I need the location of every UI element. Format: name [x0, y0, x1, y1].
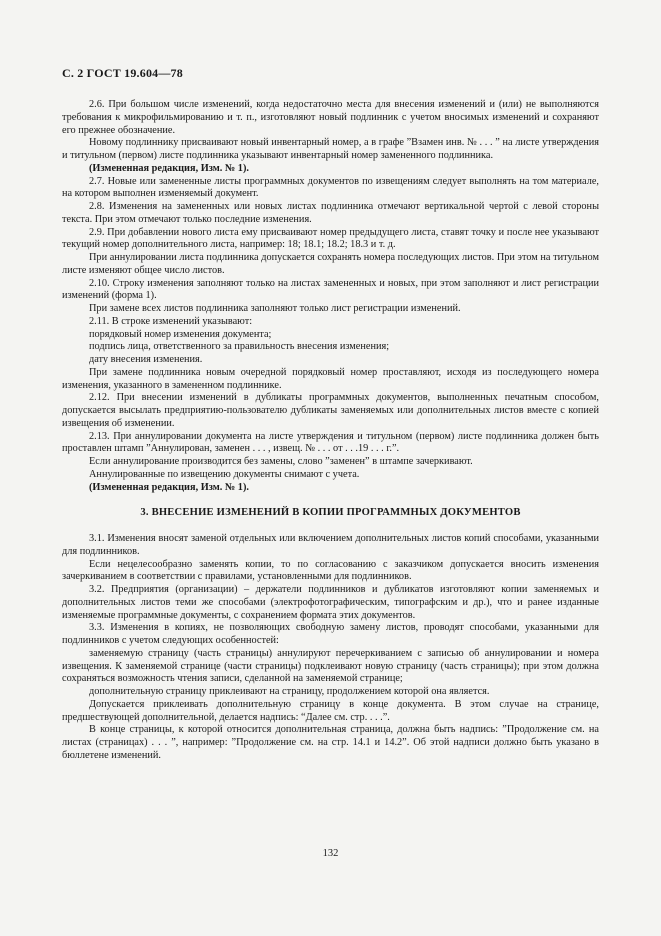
- paragraph: Если аннулирование производится без замены, слово ”заменен” в штампе зачеркивают.: [89, 456, 473, 467]
- paragraph: 2.6. При большом числе изменений, когда недостаточно места для внесения изменений и (или) не выполняются требования к микрофильмированию и т. п., изготовляют новый подлинник с учетом вносимых изменений и сохраняют его прежнее обозначение.: [62, 99, 599, 136]
- paragraph: 2.7. Новые или замененные листы программных документов по извещениям следует выполнять на том материале, на котором выполнен изменяемый документ.: [62, 175, 599, 200]
- paragraph: 3.2. Предприятия (организации) – держатели подлинников и дубликатов изготовляют копии заменяемых и дополнительных листов теми же способами (электрофотографическим, типографским и др.), что и ранее изданные изменяемые программные документы, с сохранением формата этих документов.: [62, 584, 599, 621]
- paragraph: 2.13. При аннулировании документа на листе утверждения и титульном (первом) листе подлинника должен быть проставлен штамп ”Аннулирован, заменен . . . , извещ. № . . . от . . .19 . . . г.”.: [62, 430, 599, 455]
- paragraph: 3.3. Изменения в копиях, не позволяющих свободную замену листов, проводят способами, указанными для подлинников с учетом следующих особенностей:: [62, 622, 599, 646]
- paragraph: Допускается приклеивать дополнительную страницу в конце документа. В этом случае на странице, предшествующей дополнительной, делается надпись: “Далее см. стр. . . .”.: [62, 698, 599, 723]
- paragraph: Новому подлиннику присваивают новый инвентарный номер, а в графе ”Взамен инв. № . . . ” на листе утверждения и титульном (первом) листе подлинника указывают инвентарный номер замененного подлинника.: [62, 137, 599, 161]
- paragraph: 3.1. Изменения вносят заменой отдельных или включением дополнительных листов копий способами, указанными для подлинников.: [62, 533, 599, 557]
- page-number: 132: [322, 848, 339, 859]
- paragraph: порядковый номер изменения документа;: [89, 328, 272, 340]
- paragraph: заменяемую страницу (часть страницы) аннулируют перечеркиванием с записью об аннулировании и номера извещения. К заменяемой странице (части страницы) подклеивают новую страницу (часть страницы); при этом должна сохраняться возможность чтения записи, сделанной на заменяемой странице;: [62, 647, 599, 685]
- page-header: С. 2 ГОСТ 19.604—78: [62, 66, 183, 80]
- paragraph: 2.12. При внесении изменений в дубликаты программных документов, выполненных печатным способом, допускается высылать предприятию-пользователю дубликаты заменяемых или дополнительных листов вместе с копией извещения об изменении.: [62, 392, 599, 429]
- paragraph: Если нецелесообразно заменять копии, то по согласованию с заказчиком допускается вносить изменения зачеркиванием в соответствии с правилами, установленными для подлинников.: [62, 558, 599, 583]
- paragraph: 2.11. В строке изменений указывают:: [89, 315, 253, 327]
- paragraph: При аннулировании листа подлинника допускается сохранять номера последующих листов. При этом на титульном листе изменяют общее число листов.: [62, 252, 599, 276]
- document-body: [62, 99, 599, 763]
- paragraph: Аннулированные по извещению документы снимают с учета.: [89, 468, 360, 480]
- paragraph: 2.10. Строку изменения заполняют только на листах замененных и новых, при этом заполняют и лист регистрации изменений (форма 1).: [62, 277, 599, 302]
- paragraph: При замене всех листов подлинника заполняют только лист регистрации изменений.: [89, 303, 461, 314]
- paragraph: В конце страницы, к которой относится дополнительная страница, должна быть надпись: ”Продолжение см. на листах (страницах) . . . ”, например: ”Продолжение см. на стр. 14.1 и 14.2”. Об этой надписи должно быть указано в бюллетене изменений.: [62, 724, 599, 761]
- paragraph: 2.9. При добавлении нового листа ему присваивают номер предыдущего листа, ставят точку и после нее указывают текущий номер дополнительного листа, например: 18; 18.1; 18.2; 18.3 и т. д.: [62, 226, 599, 251]
- paragraph: дату внесения изменения.: [89, 354, 203, 365]
- paragraph: дополнительную страницу приклеивают на страницу, продолжением которой она является.: [89, 686, 490, 697]
- paragraph: При замене подлинника новым очередной порядковый номер проставляют, исходя из последующего номера изменения, указанного в замененном подлиннике.: [62, 366, 599, 391]
- section-heading: 3. ВНЕСЕНИЕ ИЗМЕНЕНИЙ В КОПИИ ПРОГРАММНЫХ ДОКУМЕНТОВ: [140, 507, 521, 519]
- paragraph: 2.8. Изменения на замененных или новых листах подлинника отмечают вертикальной чертой с левой стороны текста. При этом отмечают только последние изменения.: [62, 201, 599, 225]
- paragraph: подпись лица, ответственного за правильность внесения изменения;: [89, 341, 390, 353]
- revision-note: (Измененная редакция, Изм. № 1).: [89, 481, 249, 493]
- revision-note: (Измененная редакция, Изм. № 1).: [89, 162, 249, 174]
